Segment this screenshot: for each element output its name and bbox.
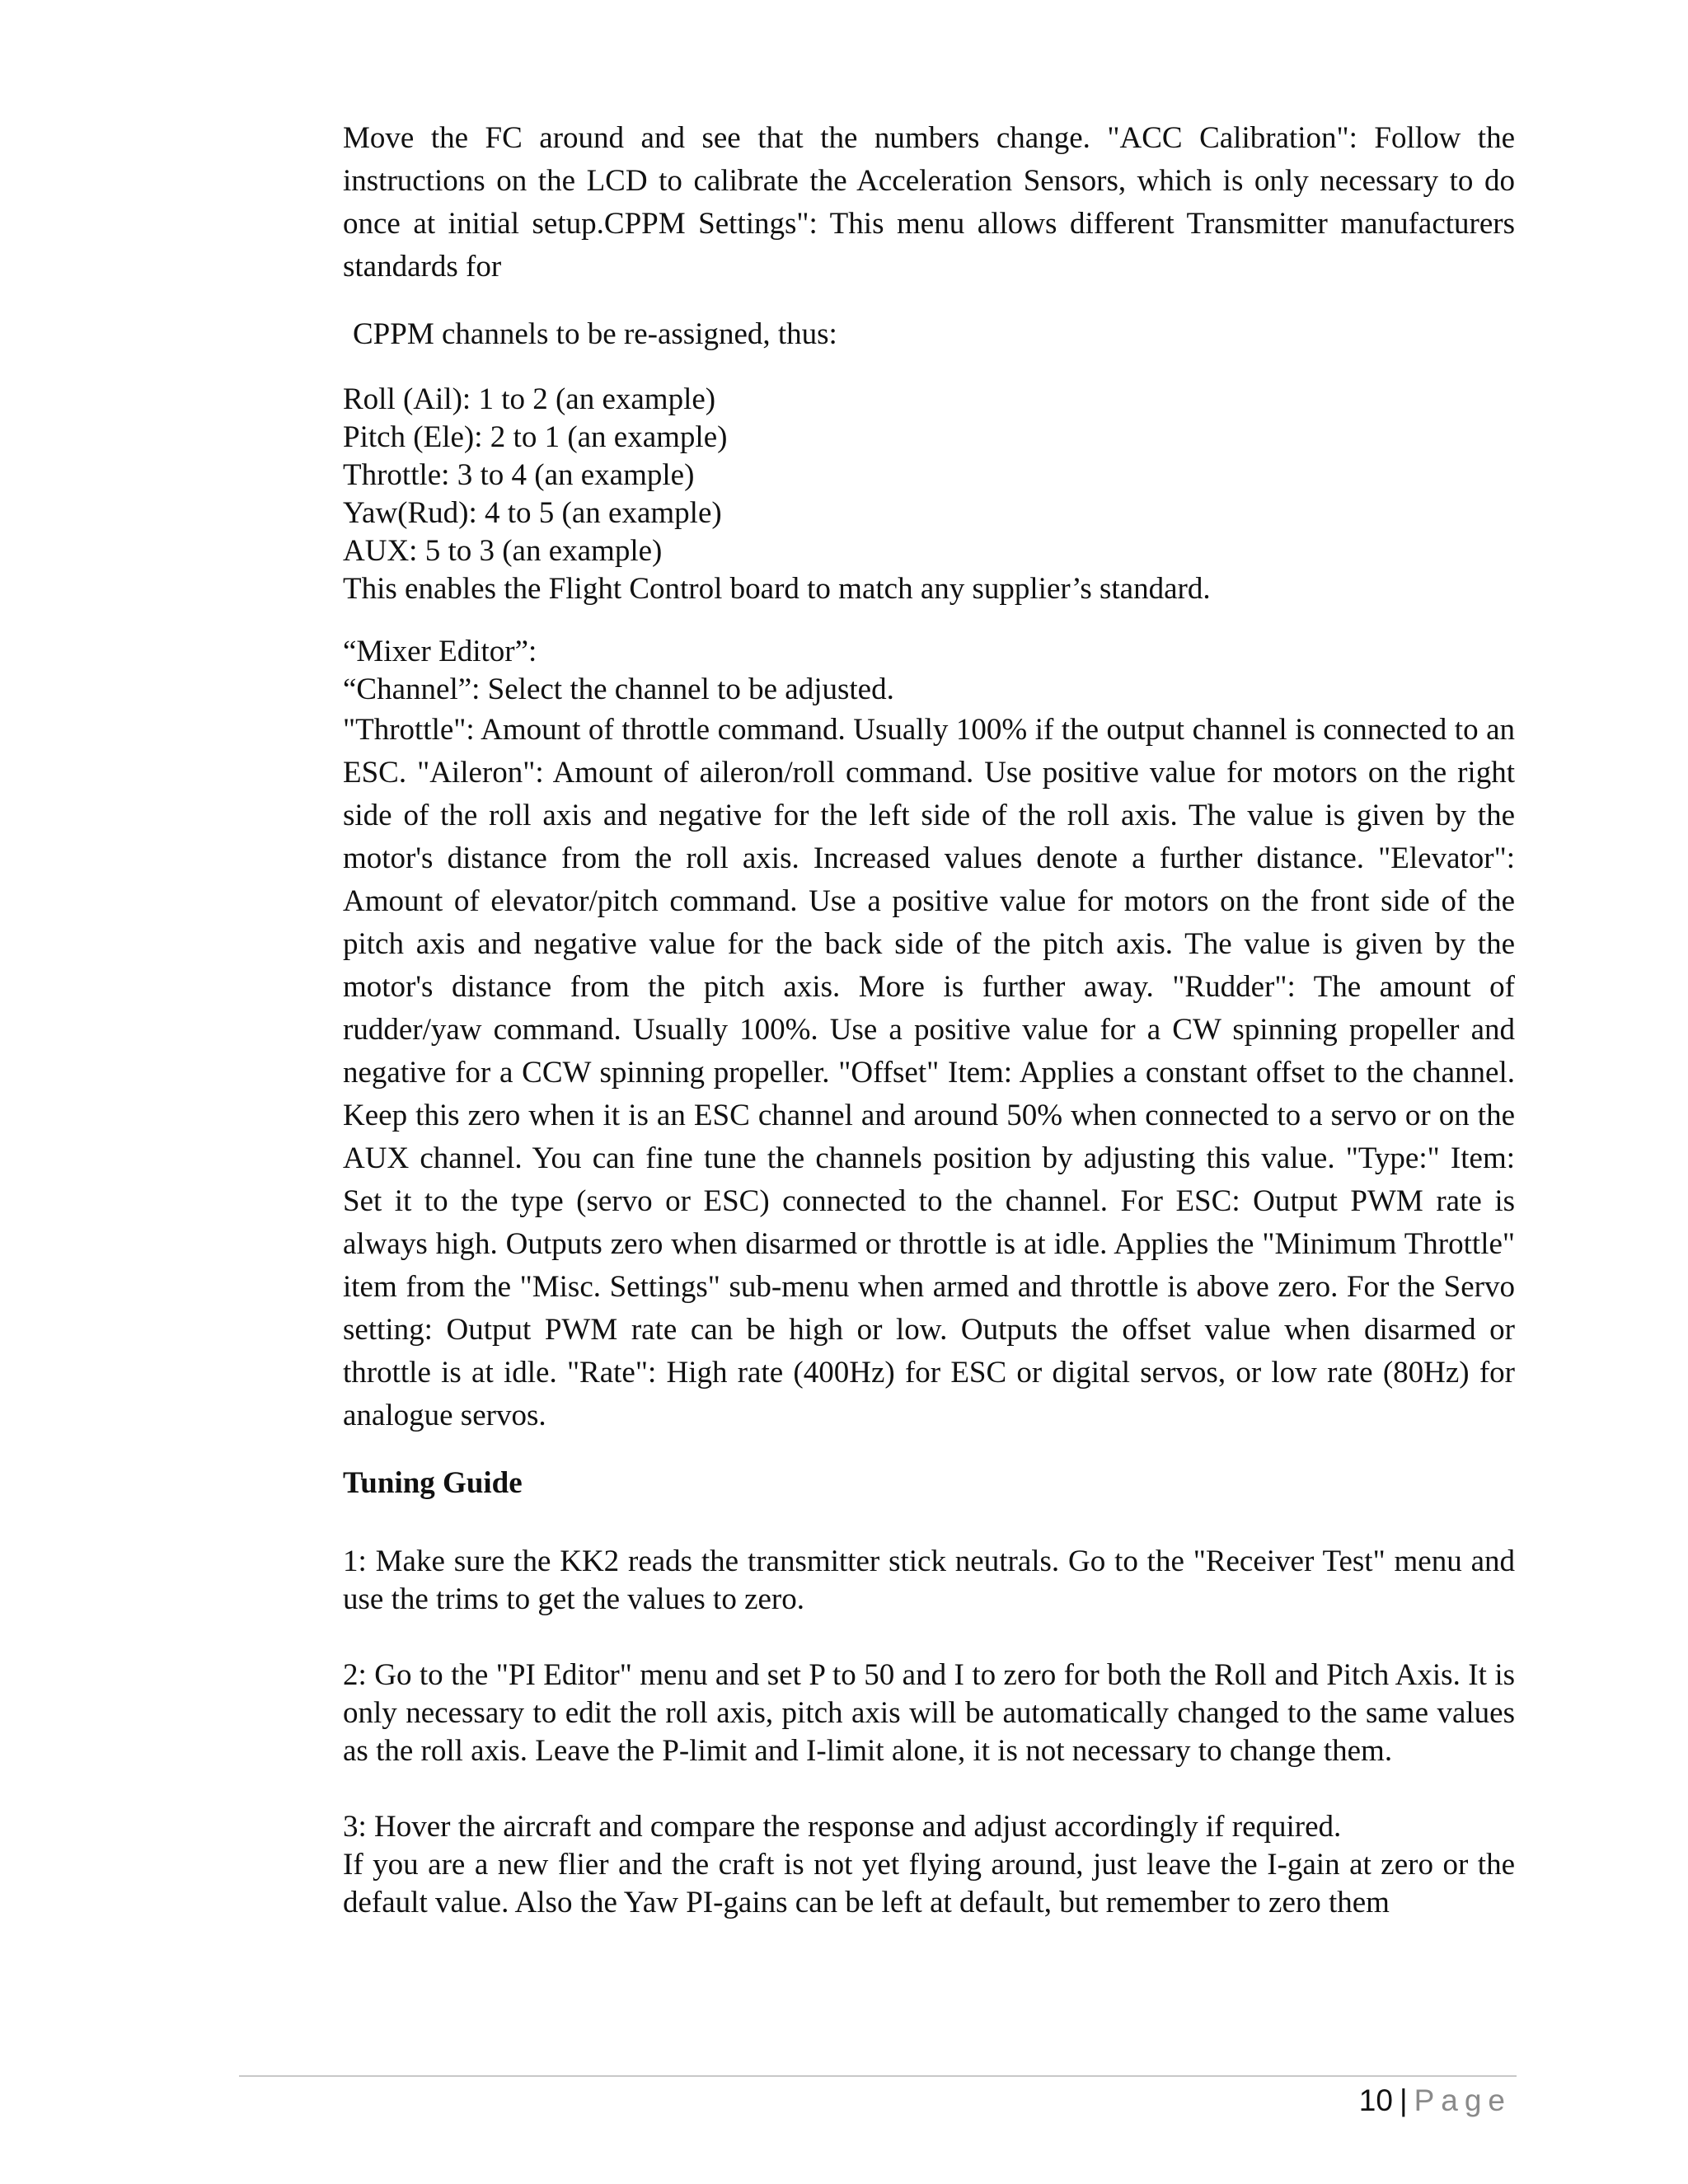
mapping-line: Pitch (Ele): 2 to 1 (an example)	[343, 420, 728, 454]
mixer-editor-section	[343, 633, 1515, 1437]
mixer-editor-title: “Mixer Editor”:	[343, 635, 537, 668]
mixer-editor-body: "Throttle": Amount of throttle command. Usually 100% if the output channel is connected to an ESC. "Aileron": Amount of aileron/roll command. Use positive value for motors on the right side of the roll axis and negative for the left side of the roll axis. The value is given by the motor's distance from the roll axis. Increased values denote a further distance. "Elevator": Amount of elevator/pitch command. Use a positive value for motors on the front side of the pitch axis and negative value for the back side of the pitch axis. The value is given by the motor's distance from the pitch axis. More is further away. "Rudder": The amount of rudder/yaw command. Usually 100%. Use a positive value for a CW spinning propeller and negative for a CCW spinning propeller. "Offset" Item: Applies a constant offset to the channel. Keep this zero when it is an ESC channel and around 50% when connected to a servo or on the AUX channel. You can fine tune the channels position by adjusting this value. "Type:" Item: Set it to the type (servo or ESC) connected to the channel. For ESC: Output PWM rate is always high. Outputs zero when disarmed or throttle is at idle. Applies the "Minimum Throttle" item from the "Misc. Settings" sub-menu when armed and throttle is above zero. For the Servo setting: Output PWM rate can be high or low. Outputs the offset value when disarmed or throttle is at idle. "Rate": High rate (400Hz) for ESC or digital servos, or low rate (80Hz) for analogue servos.	[343, 713, 1515, 1432]
tuning-guide-heading: Tuning Guide	[343, 1466, 523, 1500]
footer-divider	[239, 2075, 1517, 2077]
channel-mapping-list	[343, 381, 1515, 608]
page-number: 10	[1358, 2083, 1393, 2117]
mapping-line: Yaw(Rud): 4 to 5 (an example)	[343, 496, 722, 530]
footer-separator: |	[1399, 2083, 1408, 2117]
mixer-editor-channel: “Channel”: Select the channel to be adjusted.	[343, 673, 894, 706]
tuning-step-1: 1: Make sure the KK2 reads the transmitter stick neutrals. Go to the "Receiver Test" menu and use the trims to get the values to zero.	[343, 1544, 1515, 1616]
tuning-step-3-continued: If you are a new flier and the craft is not yet flying around, just leave the I-gain at zero or the default value. Also the Yaw PI-gains can be left at default, but remember to zero them	[343, 1848, 1515, 1919]
page-label: Page	[1414, 2083, 1512, 2117]
page-content	[343, 117, 1515, 1922]
tuning-step-2: 2: Go to the "PI Editor" menu and set P to 50 and I to zero for both the Roll and Pitch Axis. It is only necessary to edit the roll axis, pitch axis will be automatically changed to the same values as the roll axis. Leave the P-limit and I-limit alone, it is not necessary to change them.	[343, 1658, 1515, 1768]
page-footer	[1359, 2080, 1512, 2121]
paragraph-intro: Move the FC around and see that the numbers change. "ACC Calibration": Follow the instructions on the LCD to calibrate the Acceleration Sensors, which is only necessary to do once at initial setup.CPPM Settings": This menu allows different Transmitter manufacturers standards for	[343, 121, 1515, 284]
tuning-step-3: 3: Hover the aircraft and compare the response and adjust accordingly if required.	[343, 1810, 1342, 1844]
mapping-line: AUX: 5 to 3 (an example)	[343, 534, 663, 568]
paragraph-cppm: CPPM channels to be re-assigned, thus:	[353, 317, 837, 351]
mapping-line: Roll (Ail): 1 to 2 (an example)	[343, 382, 716, 416]
mapping-line: Throttle: 3 to 4 (an example)	[343, 458, 695, 492]
mapping-note: This enables the Flight Control board to match any supplier’s standard.	[343, 572, 1211, 606]
